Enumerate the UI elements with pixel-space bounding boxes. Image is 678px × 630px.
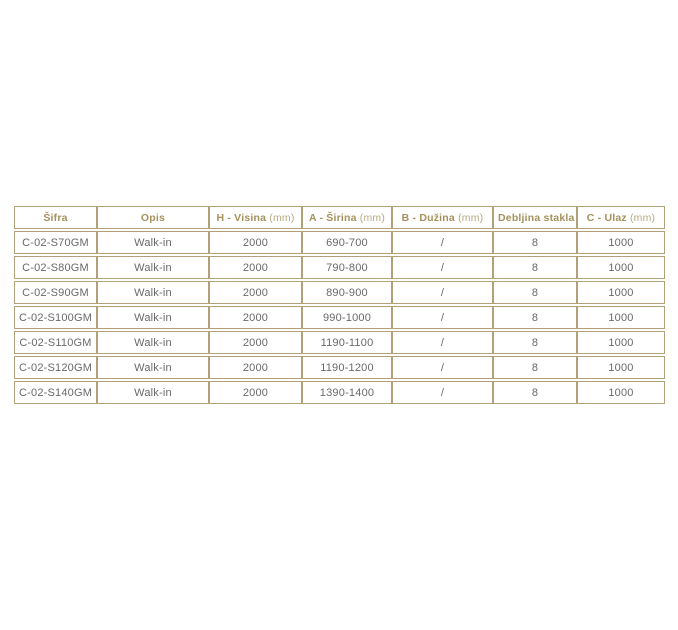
cell-sifra: C-02-S140GM — [14, 381, 97, 404]
column-header-label: B - Dužina — [401, 211, 455, 224]
cell-duzina: / — [392, 356, 493, 379]
cell-opis: Walk-in — [97, 306, 209, 329]
cell-opis: Walk-in — [97, 381, 209, 404]
column-header-sifra — [14, 206, 97, 229]
cell-visina: 2000 — [209, 381, 302, 404]
cell-ulaz: 1000 — [577, 231, 665, 254]
cell-duzina: / — [392, 281, 493, 304]
cell-visina: 2000 — [209, 356, 302, 379]
cell-duzina: / — [392, 381, 493, 404]
cell-sirina: 990-1000 — [302, 306, 392, 329]
table-row — [14, 381, 665, 404]
cell-debljina: 8 — [493, 306, 577, 329]
cell-sifra: C-02-S90GM — [14, 281, 97, 304]
cell-debljina: 8 — [493, 381, 577, 404]
table-row — [14, 306, 665, 329]
column-header-unit: (mm) — [356, 211, 386, 224]
table-row — [14, 281, 665, 304]
cell-sirina: 1190-1100 — [302, 331, 392, 354]
cell-sirina: 790-800 — [302, 256, 392, 279]
cell-visina: 2000 — [209, 306, 302, 329]
cell-opis: Walk-in — [97, 256, 209, 279]
table-row — [14, 356, 665, 379]
cell-sifra: C-02-S100GM — [14, 306, 97, 329]
column-header-label: Debljina stakla — [498, 211, 575, 224]
cell-opis: Walk-in — [97, 281, 209, 304]
cell-ulaz: 1000 — [577, 356, 665, 379]
cell-debljina: 8 — [493, 256, 577, 279]
cell-sifra: C-02-S110GM — [14, 331, 97, 354]
table-row — [14, 256, 665, 279]
cell-sifra: C-02-S80GM — [14, 256, 97, 279]
cell-sirina: 690-700 — [302, 231, 392, 254]
table-row — [14, 231, 665, 254]
cell-duzina: / — [392, 256, 493, 279]
cell-sirina: 1190-1200 — [302, 356, 392, 379]
column-header-unit: (mm) — [626, 211, 656, 224]
cell-sifra: C-02-S120GM — [14, 356, 97, 379]
column-header-label: H - Visina — [216, 211, 267, 224]
column-header-label: Opis — [140, 211, 166, 224]
cell-sifra: C-02-S70GM — [14, 231, 97, 254]
cell-opis: Walk-in — [97, 356, 209, 379]
column-header-duzina — [392, 206, 493, 229]
column-header-debljina — [493, 206, 577, 229]
cell-debljina: 8 — [493, 231, 577, 254]
cell-duzina: / — [392, 231, 493, 254]
cell-visina: 2000 — [209, 256, 302, 279]
cell-debljina: 8 — [493, 281, 577, 304]
cell-duzina: / — [392, 331, 493, 354]
product-spec-table — [14, 204, 665, 406]
column-header-ulaz — [577, 206, 665, 229]
column-header-label: C - Ulaz — [586, 211, 627, 224]
cell-visina: 2000 — [209, 281, 302, 304]
cell-debljina: 8 — [493, 331, 577, 354]
column-header-label: Šifra — [43, 211, 68, 224]
column-header-sirina — [302, 206, 392, 229]
column-header-label: A - Širina — [308, 211, 357, 224]
cell-visina: 2000 — [209, 231, 302, 254]
cell-ulaz: 1000 — [577, 256, 665, 279]
column-header-opis — [97, 206, 209, 229]
cell-opis: Walk-in — [97, 231, 209, 254]
table-row — [14, 331, 665, 354]
cell-debljina: 8 — [493, 356, 577, 379]
column-header-unit: (mm) — [266, 211, 295, 224]
cell-sirina: 1390-1400 — [302, 381, 392, 404]
cell-ulaz: 1000 — [577, 381, 665, 404]
column-header-visina — [209, 206, 302, 229]
cell-duzina: / — [392, 306, 493, 329]
cell-opis: Walk-in — [97, 331, 209, 354]
cell-ulaz: 1000 — [577, 281, 665, 304]
cell-sirina: 890-900 — [302, 281, 392, 304]
column-header-unit: (mm) — [454, 211, 484, 224]
cell-visina: 2000 — [209, 331, 302, 354]
table-header-row — [14, 206, 665, 229]
cell-ulaz: 1000 — [577, 306, 665, 329]
cell-ulaz: 1000 — [577, 331, 665, 354]
